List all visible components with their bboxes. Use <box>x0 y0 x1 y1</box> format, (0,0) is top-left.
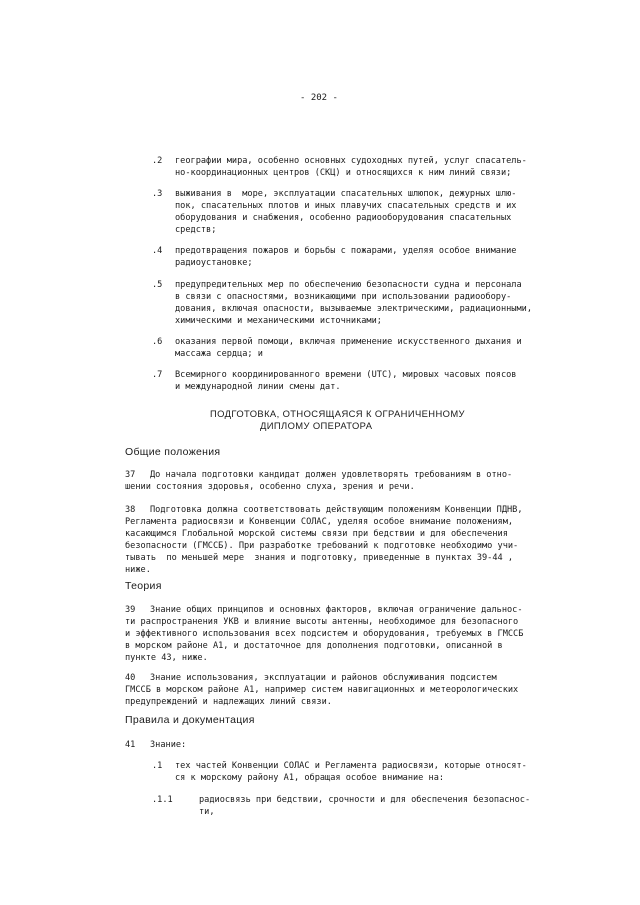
text-line: ся к морскому району А1, обращая особое внимание на: <box>175 773 445 783</box>
paragraph-number: 40 <box>125 673 136 683</box>
subheading-theory: Теория <box>125 580 162 592</box>
text-line: и эффективного использования всех подсистем и оборудования, требуемых в ГМССБ <box>125 629 524 639</box>
text-line: массажа сердца; и <box>175 349 263 359</box>
section-heading: ПОДГОТОВКА, ОТНОСЯЩАЯСЯ К ОГРАНИЧЕННОМУ <box>210 408 465 419</box>
item-number: .1.1 <box>152 795 173 805</box>
text-line: географии мира, особенно основных судоходных путей, услуг спасатель- <box>175 156 527 166</box>
item-number: .5 <box>152 280 163 290</box>
text-line: Знание использования, эксплуатации и районов обслуживания подсистем <box>150 673 497 683</box>
text-line: дования, включая опасности, вызываемые электрическими, радиационными, <box>175 304 532 314</box>
text-line: и международной линии смены дат. <box>175 382 341 392</box>
item-number: .1 <box>152 761 163 771</box>
item-number: .6 <box>152 337 163 347</box>
text-line: Знание: <box>150 740 187 750</box>
text-line: средств; <box>175 225 217 235</box>
text-line: выживания в море, эксплуатации спасательных шлюпок, дежурных шлю- <box>175 189 517 199</box>
subheading-rules: Правила и документация <box>125 714 255 726</box>
text-line: пункте 43, ниже. <box>125 653 208 663</box>
item-number: .3 <box>152 189 163 199</box>
text-line: в морском районе А1, и достаточное для дополнения подготовки, описанной в <box>125 641 503 651</box>
text-line: тывать по меньшей мере знания и подготовку, приведенные в пунктах 39-44 , <box>125 553 514 563</box>
paragraph-number: 37 <box>125 470 136 480</box>
text-line: ГМССБ в морском районе А1, например систем навигационных и метеорологических <box>125 685 519 695</box>
subheading-general: Общие положения <box>125 446 221 458</box>
text-line: пок, спасательных плотов и иных плавучих спасательных средств и их <box>175 201 517 211</box>
text-line: Регламента радиосвязи и Конвенции СОЛАС, уделяя особое внимание положениям, <box>125 517 514 527</box>
paragraph-number: 38 <box>125 505 136 515</box>
text-line: радиоустановке; <box>175 258 253 268</box>
section-heading: ДИПЛОМУ ОПЕРАТОРА <box>260 420 373 431</box>
text-line: ти распространения УКВ и влияние высоты антенны, необходимое для безопасного <box>125 617 519 627</box>
text-line: касающимся Глобальной морской системы связи при бедствии и для обеспечения <box>125 529 508 539</box>
text-line: шении состояния здоровья, особенно слуха, зрения и речи. <box>125 482 415 492</box>
text-line: предупредительных мер по обеспечению безопасности судна и персонала <box>175 280 522 290</box>
text-line: химическими и механическими источниками; <box>175 316 382 326</box>
text-line: До начала подготовки кандидат должен удовлетворять требованиям в отно- <box>150 470 513 480</box>
text-line: Знание общих принципов и основных факторов, включая ограничение дальнос- <box>150 605 523 615</box>
text-line: но-координационных центров (СКЦ) и относящихся к ним линий связи; <box>175 168 512 178</box>
text-line: в связи с опасностями, возникающими при использовании радиообору- <box>175 292 512 302</box>
text-line: безопасности (ГМССБ). При разработке требований к подготовке необходимо учи- <box>125 541 519 551</box>
text-line: Подготовка должна соответствовать действующим положениям Конвенции ПДНВ, <box>150 505 523 515</box>
text-line: ти, <box>199 807 215 817</box>
item-number: .7 <box>152 370 163 380</box>
text-line: ниже. <box>125 565 151 575</box>
text-line: радиосвязь при бедствии, срочности и для обеспечения безопаснос- <box>199 795 531 805</box>
text-line: тех частей Конвенции СОЛАС и Регламента радиосвязи, которые относят- <box>175 761 527 771</box>
text-line: оказания первой помощи, включая применение искусственного дыхания и <box>175 337 522 347</box>
page-number: - 202 - <box>300 93 338 103</box>
text-line: предупреждений и надлежащих линий связи. <box>125 697 332 707</box>
text-line: оборудования и снабжения, особенно радиооборудования спасательных <box>175 213 512 223</box>
item-number: .2 <box>152 156 163 166</box>
text-line: Всемирного координированного времени (UTC), мировых часовых поясов <box>175 370 517 380</box>
item-number: .4 <box>152 246 163 256</box>
paragraph-number: 41 <box>125 740 136 750</box>
text-line: предотвращения пожаров и борьбы с пожарами, уделяя особое внимание <box>175 246 517 256</box>
paragraph-number: 39 <box>125 605 136 615</box>
